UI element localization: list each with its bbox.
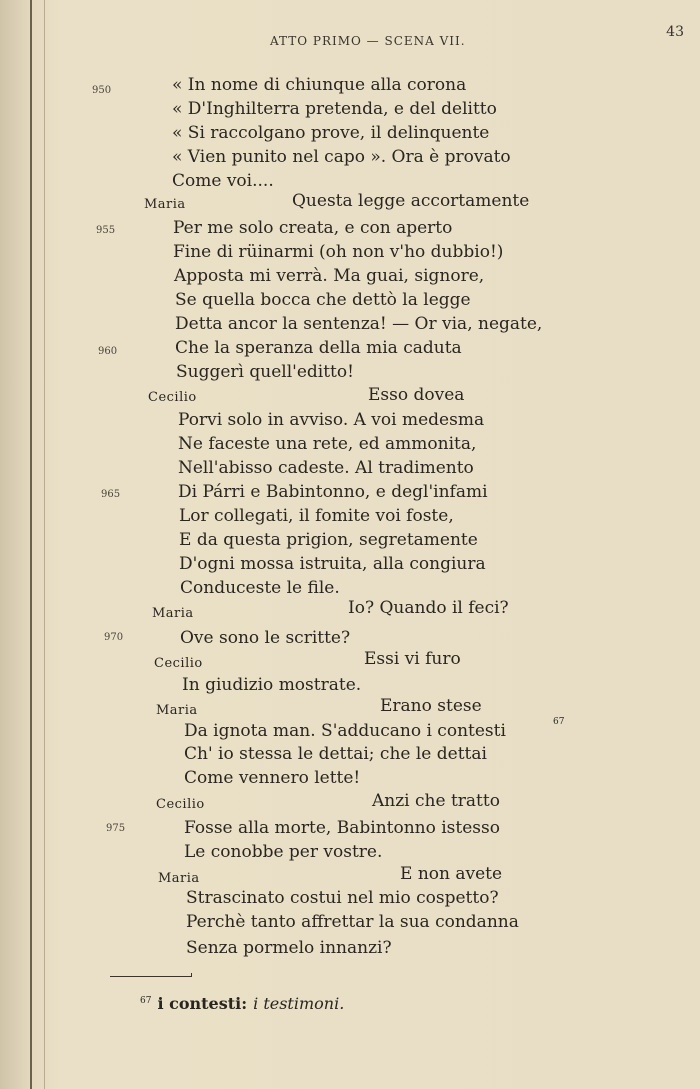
- verse-line: D'ogni mossa istruita, alla congiura: [179, 554, 486, 574]
- verse-line: Se quella bocca che dettò la legge: [175, 290, 471, 310]
- verse-line: Come voi....: [172, 171, 274, 191]
- verse-line: Questa legge accortamente: [292, 191, 530, 211]
- verse-line: Erano stese: [380, 696, 482, 716]
- verse-line: Come vennero lette!: [184, 768, 361, 788]
- speaker-name: Cecilio: [148, 390, 197, 405]
- verse-line: Nell'abisso cadeste. Al tradimento: [178, 458, 474, 478]
- speaker-name: Maria: [144, 197, 186, 212]
- page-gutter-edge: [44, 0, 45, 1089]
- verse-line: Detta ancor la sentenza! — Or via, negate,: [175, 314, 543, 334]
- verse-line: « D'Inghilterra pretenda, e del delitto: [172, 99, 497, 119]
- verse-line: Esso dovea: [368, 385, 465, 405]
- line-number: 950: [92, 85, 112, 96]
- line-number: 960: [98, 346, 118, 357]
- footnote-term: i contesti:: [157, 994, 248, 1013]
- speaker-name: Cecilio: [154, 656, 203, 671]
- verse-line: Di Párri e Babintonno, e degl'infami: [178, 482, 488, 502]
- verse-line: « Vien punito nel capo ». Ora è provato: [172, 147, 511, 167]
- verse-line: Senza pormelo innanzi?: [186, 938, 392, 958]
- verse-line: E da questa prigion, segretamente: [179, 530, 478, 550]
- footnote-mark: 67: [140, 995, 152, 1006]
- verse-line: In giudizio mostrate.: [182, 675, 362, 695]
- page-number: 43: [666, 24, 684, 40]
- line-number: 975: [106, 823, 126, 834]
- verse-line: Lor collegati, il fomite voi foste,: [179, 506, 454, 526]
- line-number: 955: [96, 225, 116, 236]
- verse-line: Conduceste le file.: [180, 578, 340, 598]
- line-number: 970: [104, 632, 124, 643]
- verse-line: « In nome di chiunque alla corona: [172, 75, 467, 95]
- line-number: 965: [101, 489, 121, 500]
- verse-line: Anzi che tratto: [372, 791, 500, 811]
- speaker-name: Cecilio: [156, 797, 205, 812]
- verse-line: Porvi solo in avviso. A voi medesma: [178, 410, 485, 430]
- verse-line: Che la speranza della mia caduta: [175, 338, 462, 358]
- running-head: ATTO PRIMO — SCENA VII.: [270, 34, 466, 48]
- verse-line: Essi vi furo: [364, 649, 461, 669]
- verse-line: Suggerì quell'editto!: [176, 362, 354, 382]
- speaker-name: Maria: [156, 703, 198, 718]
- verse-line: Per me solo creata, e con aperto: [173, 218, 453, 238]
- verse-line: Da ignota man. S'adducano i contesti: [184, 721, 506, 741]
- footnote-gloss: i testimoni.: [253, 994, 345, 1013]
- verse-line: Ch' io stessa le dettai; che le dettai: [184, 744, 487, 764]
- verse-line: Fosse alla morte, Babintonno istesso: [184, 818, 500, 838]
- verse-line: Io? Quando il feci?: [348, 598, 509, 618]
- verse-line: « Si raccolgano prove, il delinquente: [172, 123, 490, 143]
- verse-line: Le conobbe per vostre.: [184, 842, 383, 862]
- verse-line: Perchè tanto affrettar la sua condanna: [186, 912, 519, 932]
- speaker-name: Maria: [158, 871, 200, 886]
- footnote-rule: [110, 976, 192, 977]
- verse-line: Fine di rüinarmi (oh non v'ho dubbio!): [173, 242, 504, 262]
- footnote: [140, 994, 344, 1013]
- verse-line: Ove sono le scritte?: [180, 628, 351, 648]
- verse-line: Strascinato costui nel mio cospetto?: [186, 888, 499, 908]
- verse-line: Apposta mi verrà. Ma guai, signore,: [174, 266, 485, 286]
- verse-line: Ne faceste una rete, ed ammonita,: [178, 434, 477, 454]
- footnote-ref: 67: [553, 717, 565, 727]
- verse-line: E non avete: [400, 864, 503, 884]
- page-gutter-shadow: [30, 0, 32, 1089]
- speaker-name: Maria: [152, 606, 194, 621]
